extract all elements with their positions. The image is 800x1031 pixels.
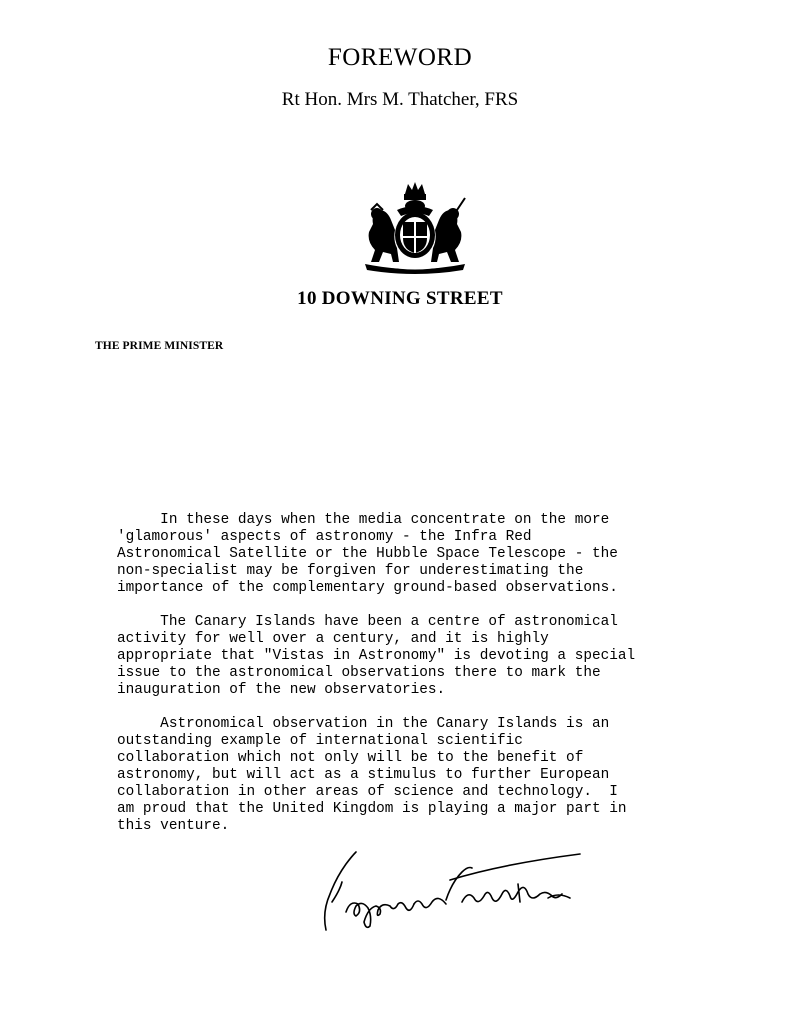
body-paragraph: Astronomical observation in the Canary Islands is an outstanding example of international scientific collaboration which not only will be to the benefit of astronomy, but will act as a stimulus to further European collaboration in other areas of science and technology. I am proud that the United Kingdom is playing a major part in this venture. [117, 716, 627, 834]
body-paragraph: In these days when the media concentrate on the more 'glamorous' aspects of astronomy - the Infra Red Astronomical Satellite or the Hubble Space Telescope - the non-specialist may be forgiven for underestimating the importance of the complementary ground-based observations. [117, 512, 618, 596]
body-paragraph: The Canary Islands have been a centre of astronomical activity for well over a century, and it is highly appropriate that "Vistas in Astronomy" is devoting a special issue to the astronomical observations there to mark the inauguration of the new observatories. [117, 614, 636, 698]
author-line: Rt Hon. Mrs M. Thatcher, FRS [281, 89, 519, 110]
handwritten-signature-icon [312, 842, 584, 934]
page-title: FOREWORD [327, 44, 473, 71]
royal-coat-of-arms-icon [357, 180, 473, 276]
letter-body [117, 512, 777, 852]
letterhead-office: THE PRIME MINISTER [95, 340, 224, 352]
letterhead-address: 10 DOWNING STREET [297, 288, 503, 309]
